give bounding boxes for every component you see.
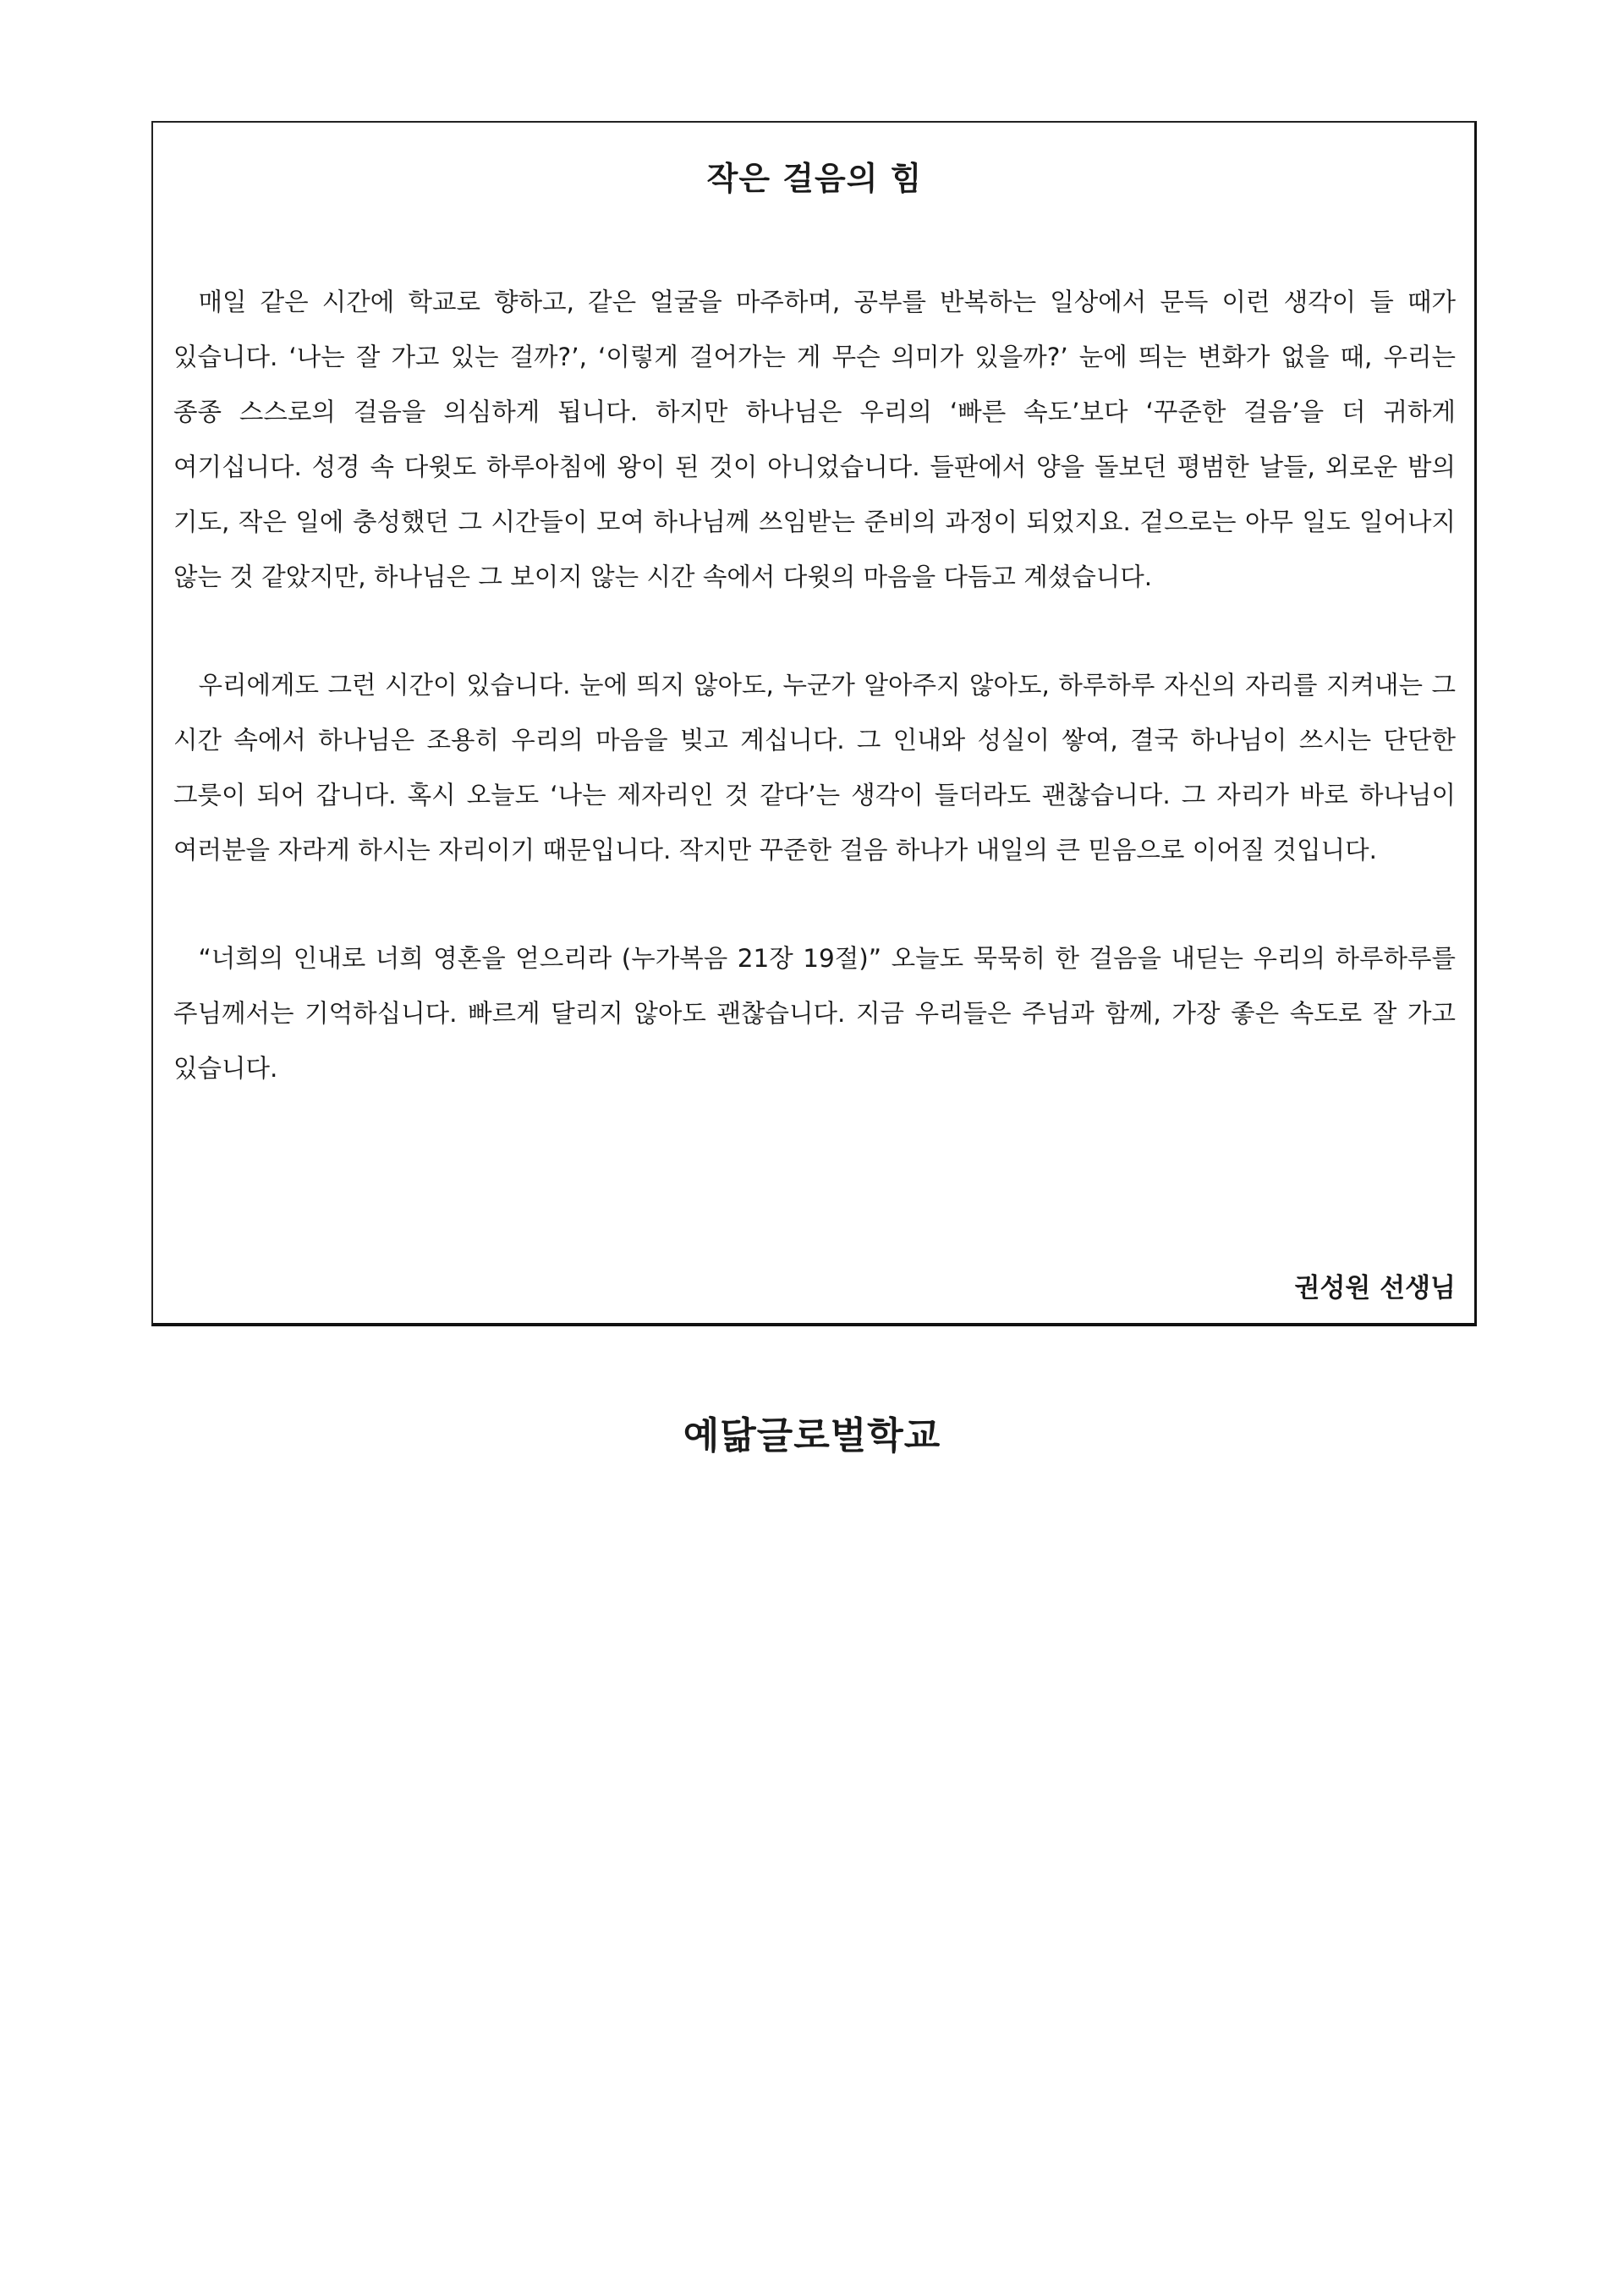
- school-name: 예닮글로벌학교: [683, 1414, 941, 1457]
- article-author: 권성원 선생님: [1294, 1272, 1456, 1303]
- article-box: [151, 121, 1477, 1326]
- article-title: 작은 걸음의 힘: [706, 160, 923, 197]
- article-paragraph-2: 우리에게도 그런 시간이 있습니다. 눈에 띄지 않아도, 누군가 알아주지 않아도, 하루하루 자신의 자리를 지켜내는 그 시간 속에서 하나님은 조용히 우리의 마음을 빚고 계십니다. 그 인내와 성실이 쌓여, 결국 하나님이 쓰시는 단단한 그릇이 되어 갑니다. 혹시 오늘도 ‘나는 제자리인 것 같다’는 생각이 들더라도 괜찮습니다. 그 자리가 바로 하나님이 여러분을 자라게 하시는 자리이기 때문입니다. 작지만 꾸준한 걸음 하나가 내일의 큰 믿음으로 이어질 것입니다.: [173, 670, 1456, 864]
- article-paragraph-1: 매일 같은 시간에 학교로 향하고, 같은 얼굴을 마주하며, 공부를 반복하는 일상에서 문득 이런 생각이 들 때가 있습니다. ‘나는 잘 가고 있는 걸까?’, ‘이렇게 걸어가는 게 무슨 의미가 있을까?’ 눈에 띄는 변화가 없을 때, 우리는 종종 스스로의 걸음을 의심하게 됩니다. 하지만 하나님은 우리의 ‘빠른 속도’보다 ‘꾸준한 걸음’을 더 귀하게 여기십니다. 성경 속 다윗도 하루아침에 왕이 된 것이 아니었습니다. 들판에서 양을 돌보던 평범한 날들, 외로운 밤의 기도, 작은 일에 충성했던 그 시간들이 모여 하나님께 쓰임받는 준비의 과정이 되었지요. 겉으로는 아무 일도 일어나지 않는 것 같았지만, 하나님은 그 보이지 않는 시간 속에서 다윗의 마음을 다듬고 계셨습니다.: [173, 287, 1456, 591]
- article-paragraph-3: “너희의 인내로 너희 영혼을 얻으리라 (누가복음 21장 19절)” 오늘도 묵묵히 한 걸음을 내딛는 우리의 하루하루를 주님께서는 기억하십니다. 빠르게 달리지 않아도 괜찮습니다. 지금 우리들은 주님과 함께, 가장 좋은 속도로 잘 가고 있습니다.: [173, 943, 1456, 1083]
